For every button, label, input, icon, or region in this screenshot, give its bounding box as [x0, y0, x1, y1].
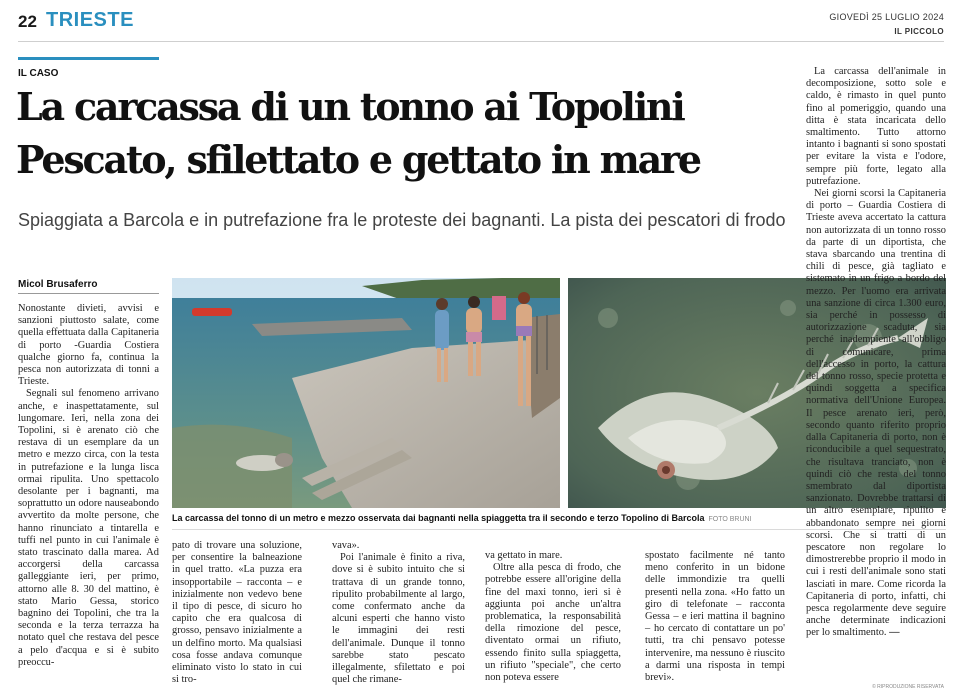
article-column-4	[485, 550, 621, 684]
photo-credit: FOTO BRUNI	[708, 516, 752, 523]
paragraph: Poi l'animale è finito a riva, dove si è subito intuito che si trattava di un grande tonno, ripulito probabilmente al largo, come confermato anche da alcuni esperti che hanno visto le immagini dei resti dell'animale. Dunque il tonno sarebbe stato pescato illegalmente, sfilettato e poi quel che rimane-	[332, 552, 465, 686]
headline-line-2: Pescato, sfilettato e gettato in mare	[16, 137, 700, 182]
byline: Micol Brusaferro	[18, 279, 98, 290]
photo-beach-bathers	[172, 278, 560, 508]
paragraph: Oltre alla pesca di frodo, che potrebbe essere all'origine della fine del maxi tonno, ieri si è aggiunta poi anche un'altra problematica, la responsabilità della rimozione del pesce, diventato ormai un rifiuto, essendo finito sulla spiaggetta, un rifiuto "speciale", che certo non poteva essere	[485, 562, 621, 684]
newspaper-name: IL PICCOLO	[894, 27, 944, 36]
issue-date: GIOVEDÌ 25 LUGLIO 2024	[829, 12, 944, 22]
subtitle: Spiaggiata a Barcola e in putrefazione fra le proteste dei bagnanti. La pista dei pescatori di frodo	[18, 210, 786, 230]
page-number: 22	[18, 12, 37, 31]
beach-photo-illustration	[172, 278, 560, 508]
paragraph: vava».	[332, 540, 360, 551]
headline-line-1: La carcassa di un tonno ai Topolini	[16, 84, 684, 129]
paragraph: Nonostante divieti, avvisi e sanzioni piuttosto salate, come quella effettuata dalla Capitaneria di porto -Guardia Costiera qualche giorno fa, continua la pesca non autorizzata di tonni a Trieste.	[18, 303, 159, 388]
kicker-accent-line	[18, 57, 159, 60]
byline-divider	[18, 293, 159, 294]
section-title: TRIESTE	[46, 9, 134, 31]
paragraph	[806, 188, 946, 640]
article-column-6	[806, 66, 946, 640]
photo-caption	[172, 513, 752, 523]
paragraph: pato di trovare una soluzione, per consentire la balneazione in quel tratto. «La puzza era insopportabile – racconta – e inizialmente non vedevo bene il tipo di pesce, di sicuro ho capito che era qualcosa di grosso, pensavo inizialmente a un delfino morto. Ma qualsiasi cosa fosse andava comunque eliminato visto lo stato in cui si tro-	[172, 540, 302, 686]
paragraph: La carcassa dell'animale in decomposizione, sotto sole e caldo, è rimasto in quel punto fino al pomeriggio, quando una ditta è stata incaricata dello smaltimento. Tutto attorno intanto i bagnanti si sono spostati per evitare la vista e l'odore, sempre più forte, legato alla putrefazione.	[806, 66, 946, 187]
caption-text: La carcassa del tonno di un metro e mezzo osservata dai bagnanti nella spiaggetta tra il secondo e terzo Topolino di Barcola	[172, 513, 705, 523]
header-divider	[18, 41, 944, 42]
paragraph: spostato facilmente né tanto meno conferito in un bidone delle immondizie tra quelli presenti nella zona. «Ho fatto un giro di telefonate – racconta Gessa – e ieri mattina il bagnino – ho cercato di contattare un po' tutti, tra chi pensavo potesse intervenire, ma nessuno è riuscito a darmi una risposta in tempi brevi».	[645, 550, 785, 684]
article-column-2	[172, 540, 302, 686]
paragraph: va gettato in mare.	[485, 550, 563, 561]
article-column-3	[332, 540, 465, 686]
article-column-5	[645, 550, 785, 684]
kicker: IL CASO	[18, 68, 59, 79]
end-mark: —	[889, 627, 900, 639]
paragraph-text: Nei giorni scorsi la Capitaneria di porto – Guardia Costiera di Trieste aveva accertato la cattura non autorizzata di un tonno rosso da parte di un diportista, che stava sbarcando una trentina di chili di pesce, già tagliato e sistemato in un frigo a bordo del mezzo. Per l'uomo era arrivata una sanzione di circa 1.300 euro, sia perché in possesso di autorizzazione scaduta, sia perché inadempiente all'obbligo di comunicare, prima dell'accesso in porto, la cattura del tonno rosso, specie protetta e quindi soggetta a specifica normativa dell'Unione Europea. Il pesce arenato ieri, però, secondo quanto riferito proprio dalla Capitaneria di porto, non è riconducibile a quel sequestrato, che risultava tranciato, non è quindi ciò che resta del tonno smembrato dal diportista sanzionato. Dovrebbe trattarsi di un altro esemplare, ripulito e abbandonato sempre nei giorni scorsi. Che si tratti di un pescatore non regolare lo dimostrerebbe proprio il modo in cui i resti dell'animale sono stati lasciati in mare. Come ricorda la Capitaneria di porto, infatti, chi pesca regolarmente deve seguire anche determinate indicazioni per lo smaltimento.	[806, 188, 946, 639]
article-column-1	[18, 303, 159, 669]
paragraph: Segnali sul fenomeno arrivano anche, e inaspettatamente, sul lungomare. Ieri, nella zona dei Topolini, si è arenato ciò che restava di un esemplare da un metro e mezzo circa, con la testa in putrefazione e la lunga lisca ormai ripulita. Uno spettacolo desolante per i bagnanti, ma soprattutto un odore nauseabondo avvertito da molte persone, che hanno rinunciato a tintarella e tuffi nel punto in cui l'animale è stato trascinato dalla marea. Ad accorgersi della carcassa galleggiante ieri, per primo, attorno alle 8. 30 del mattino, è stato Mario Gessa, storico bagnino dei Topolini, che tra la seconda e la terza terrazza ha notato quel che restava del pesce a pelo d'acqua e si è subito preoccu-	[18, 388, 159, 668]
copyright-notice: © RIPRODUZIONE RISERVATA	[872, 684, 944, 690]
